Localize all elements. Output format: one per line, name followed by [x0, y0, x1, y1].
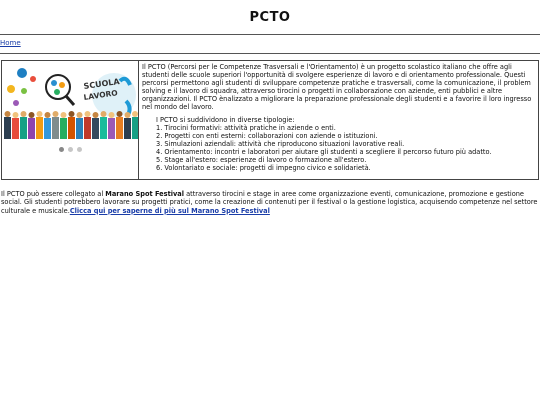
list-item: Stage all'estero: esperienze di lavoro o formazione all'estero. — [164, 156, 367, 165]
intro-paragraph: Il PCTO (Percorsi per le Competenze Trasversali e l'Orientamento) è un progetto scolastico italiano che offre agli studenti delle scuole superiori l'opportunità di svolgere esperienze di lavoro e di orientamento professionale. Questi percorsi permettono agli studenti di sviluppare competenze pratiche e trasversali, come la comunicazione, il problem solving e il lavoro di squadra, attraverso tirocini o progetti in collaborazione con aziende, enti pubblici e altre organizzazioni. Il PCTO ènalizzato a migliorare la preparazione professionale degli studenti e a favorire il loro ingresso nel mondo del lavoro. — [142, 63, 532, 112]
people-illustration — [4, 111, 138, 139]
intro-text — [139, 61, 538, 179]
festival-name: Marano Spot Festival — [105, 190, 184, 198]
list-item: Progetti con enti esterni: collaborazioni con aziende o istituzioni. — [164, 131, 378, 140]
list-item: Volontariato e sociale: progetti di impegno civico e solidarietà. — [164, 164, 371, 173]
page-title: PCTO — [249, 9, 291, 25]
nav-bar — [0, 35, 540, 53]
slideshow-image — [2, 61, 138, 141]
slideshow — [2, 61, 139, 179]
slide-dot-1[interactable] — [59, 147, 64, 152]
list-item: Tirocini formativi: attività pratiche in aziende o enti. — [164, 123, 336, 132]
image-caption-line2: LAVORO — [83, 88, 119, 102]
page-header — [0, 0, 540, 35]
types-list — [142, 124, 535, 173]
festival-text-after: attraverso tirocini e stage in aree come organizzazione eventi, comunicazione, promozione e gestione social. Gli studenti potrebbero lavorare su progetti pratici, come la creazione di contenuti per il festival o la gestione logistica, acquisendo competenze nel settore culturale e musicale. — [1, 190, 538, 215]
types-title: I PCTO si suddividono in diverse tipologie: — [156, 115, 295, 124]
image-caption-line1: SCUOLA — [83, 77, 121, 91]
nav-divider — [0, 53, 540, 54]
intro-panel — [1, 60, 539, 180]
slide-dot-2[interactable] — [68, 147, 73, 152]
list-item: Orientamento: incontri e laboratori per aiutare gli studenti a scegliere il percorso futuro più adatto. — [164, 147, 492, 156]
festival-link[interactable]: Clicca qui per saperne di più sul Marano Spot Festival — [69, 206, 270, 215]
festival-text-before: Il PCTO può essere collegato al — [1, 190, 106, 198]
slide-dot-3[interactable] — [77, 147, 82, 152]
slideshow-dots — [2, 147, 138, 152]
festival-paragraph — [1, 190, 539, 215]
home-link[interactable]: Home — [0, 39, 21, 47]
list-item: Simulazioni aziendali: attività che riproducono situazioni lavorative reali. — [164, 139, 405, 148]
